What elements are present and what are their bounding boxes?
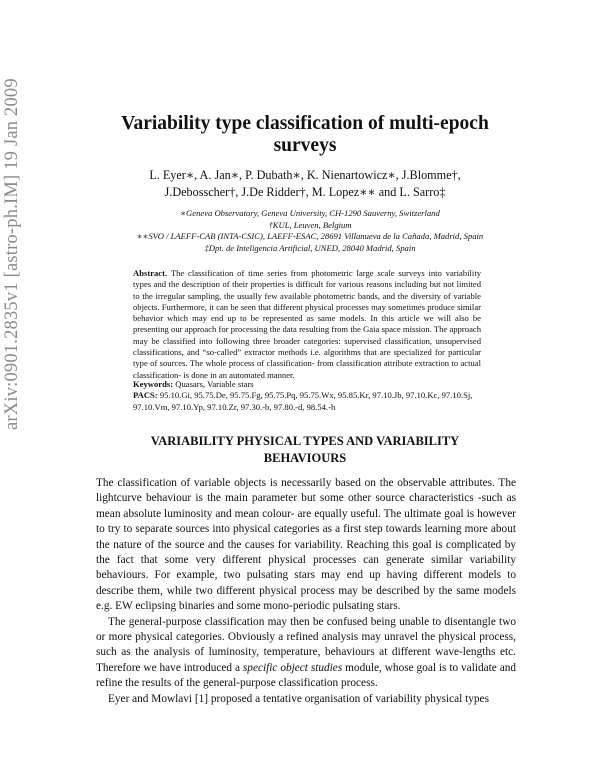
keywords-line	[133, 379, 483, 390]
author-line-2: J.Debosscher†, J.De Ridder†, M. Lopez∗∗ and L. Sarro‡	[164, 185, 446, 199]
pacs-label: PACS:	[133, 390, 158, 401]
paragraph-2-start: The general-purpose classification may then be confused being unable to disentangle two or more physical categories. Obviously a refined analysis may unravel the physical process, such as the analysis of luminosity, temperature, behaviours at different wave-lengths etc. Therefore we have introduced a	[96, 615, 516, 674]
affiliation-svo: ∗∗SVO / LAEFF-CAB (INTA-CSIC), LAEFF-ESAC, 28691 Villanueva de la Cañada, Madrid, Spain	[136, 231, 484, 242]
specific-object-studies-term: specific object studies	[242, 661, 343, 674]
affiliation-geneva: ∗Geneva Observatory, Geneva University, CH-1290 Sauverny, Switzerland	[180, 208, 440, 218]
affiliation-kul: †KUL, Leuven, Belgium	[268, 219, 352, 230]
affiliations	[120, 208, 500, 254]
author-line-1: L. Eyer∗, A. Jan∗, P. Dubath∗, K. Nienartowicz∗, J.Blomme†,	[149, 168, 461, 182]
abstract-text: The classification of time series from photometric large scale surveys into variability types and the description of their properties is difficult for various reasons including but not limited to the irregular sampling, the usually few available photometric bands, and the diversity of variable objects. Furthermore, it can be seen that different physical processes may sometimes produce similar behavior which may end up to be represented as same models. In this article we will also be presenting our approach for processing the data resulting from the Gaia space mission. The approach may be classified into following three broader categories: supervised classification, unsupervised classifications, and “so-called” extractor methods i.e. algorithms that are specialized for particular type of sources. The whole process of classification- from classification attribute extraction to actual classification- is done in an automated manner.	[133, 268, 482, 380]
author-list	[110, 167, 500, 201]
keywords-block	[133, 379, 483, 413]
keywords-label: Keywords:	[133, 379, 174, 389]
keywords-text: Quasars, Variable stars	[175, 379, 254, 389]
paragraph-2	[96, 615, 516, 692]
pacs-text: 95.10.Gi, 95.75.De, 95.75.Fg, 95.75.Pq, 95.75.Wx, 95.85.Kr, 97.10.Jb, 97.10.Kc, 97.10.Sj, 97.10.Vm, 97.10.Yp, 97.10.Zr, 97.30.-b, 97.80.-d, 98.54.-h	[133, 390, 473, 412]
abstract	[133, 268, 481, 381]
pacs-line	[133, 390, 483, 413]
paragraph-3: Eyer and Mowlavi [1] proposed a tentative organisation of variability physical types	[108, 692, 489, 705]
body-text	[96, 476, 516, 707]
paragraph-2-end: module, whose goal is to validate and refine the results of the general-purpose classification process.	[96, 661, 517, 690]
paper-title: Variability type classification of multi-epoch surveys	[121, 113, 489, 156]
section-heading: VARIABILITY PHYSICAL TYPES AND VARIABILITY BEHAVIOURS	[150, 434, 460, 465]
paragraph-1: The classification of variable objects is necessarily based on the observable attributes. The lightcurve behaviour is the main parameter but some other source characteristics -such as mean absolute luminosity and mean colour- are equally useful. The ultimate goal is however to try to separate sources into physical categories as a first step towards learning more about the nature of the source and the causes for variability. Reaching this goal is complicated by the fact that some very different physical processes can generate similar variability behaviours. For example, two pulsating stars may end up having different models to describe them, while two different physical process may be described by the same models e.g. EW eclipsing binaries and some mono-periodic pulsating stars.	[96, 477, 516, 613]
abstract-label: Abstract.	[133, 268, 168, 278]
arxiv-identifier-stamp: arXiv:0901.2835v1 [astro-ph.IM] 19 Jan 2009	[2, 78, 22, 430]
affiliation-uned: ‡Dpt. de Inteligencia Artificial, UNED, 28040 Madrid, Spain	[204, 242, 416, 253]
